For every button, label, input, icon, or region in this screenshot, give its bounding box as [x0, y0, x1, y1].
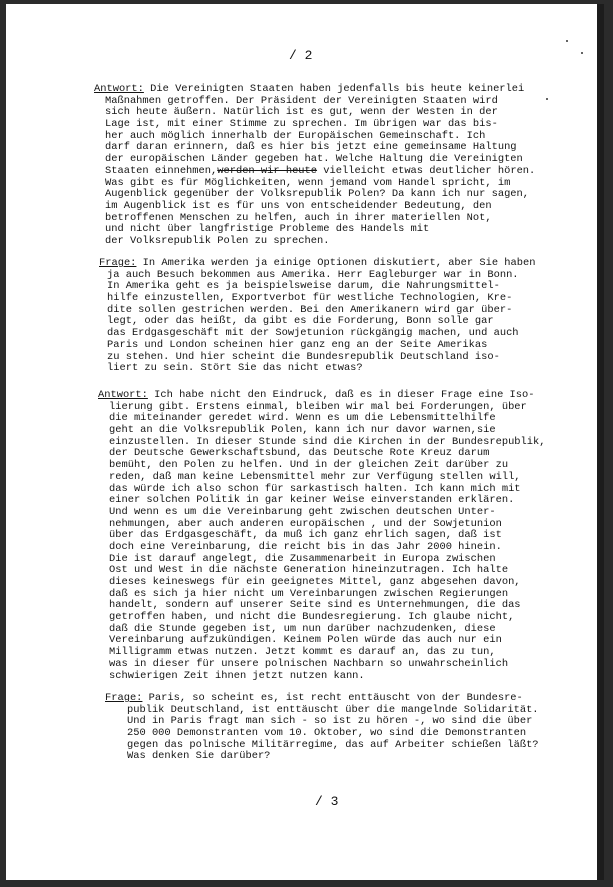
text-line: In Amerika geht es ja beispielsweise darum, die Nahrungsmittel- — [107, 280, 500, 293]
question-block-2 — [105, 693, 539, 763]
text-line: Maßnahmen getroffen. Der Präsident der Vereinigten Staaten wird — [105, 94, 498, 107]
scan-speck — [566, 40, 568, 42]
text-line: her auch möglich innerhalb der Europäischen Gemeinschaft. Ich — [105, 129, 486, 142]
text-line: legt, oder das heißt, da gibt es die Forderung, Bonn solle gar — [107, 315, 494, 328]
text-line: der europäischen Länder gegeben hat. Welche Haltung die Vereinigten — [105, 153, 523, 166]
speaker-label-frage: Frage: — [105, 692, 143, 704]
text-line: Ost und West in die nächste Generation hineinzutragen. Ich halte — [109, 564, 509, 577]
text-line-with-correction: Staaten einnehmen,werden wir heute vielleicht etwas deutlicher hören. — [105, 164, 536, 177]
text-line: reden, daß man keine Lebensmittel mehr zur Verfügung stellen will, — [109, 470, 521, 483]
text-line: 250 000 Demonstranten vom 10. Oktober, wo sind die Demonstranten — [127, 727, 527, 740]
text-line: betroffenen Menschen zu helfen, auch in ihrer materiellen Not, — [105, 211, 492, 224]
answer-block-2 — [98, 390, 545, 682]
speaker-label-antwort: Antwort: — [94, 83, 144, 95]
text-line: ja auch Besuch bekommen aus Amerika. Herr Eagleburger war in Bonn. — [107, 268, 519, 281]
answer-block-1 — [94, 84, 535, 248]
document-page — [6, 4, 604, 880]
text-line: getroffen haben, und nicht die Bundesregierung. Ich glaube nicht, — [109, 611, 515, 624]
text-line: sich heute äußern. Natürlich ist es gut, wenn der Westen in der — [105, 106, 498, 119]
text-line: dieses keineswegs für ein geeignetes Mittel, ganz abgesehen davon, — [109, 576, 521, 588]
page-number-bottom: / 3 — [315, 794, 339, 809]
text-line: was in dieser für unsere polnischen Nachbarn so unwahrscheinlich — [109, 657, 509, 670]
text-line: der Volksrepublik Polen zu sprechen. — [105, 234, 330, 247]
text-line: Und in Paris fragt man sich - so ist zu hören -, wo sind die über — [127, 715, 533, 728]
text-line: Antwort: Die Vereinigten Staaten haben jedenfalls bis heute keinerlei — [94, 83, 525, 95]
text-line: bemüht, den Polen zu helfen. Und in der gleichen Zeit darüber zu — [109, 459, 509, 472]
text-line: die miteinander geredet wird. Wenn es um die Lebensmittelhilfe — [109, 412, 496, 425]
text-line: doch eine Vereinbarung, die reicht bis in das Jahr 2000 hinein. — [109, 540, 502, 553]
struck-through-text: werden wir heute — [217, 164, 318, 177]
page-number-top: / 2 — [289, 48, 313, 63]
text-line: und nicht über langfristige Probleme des Handels mit — [105, 223, 430, 236]
text-line: Frage: Paris, so scheint es, ist recht enttäuscht von der Bundesre- — [105, 692, 523, 704]
text-line: Frage: In Amerika werden ja einige Optionen diskutiert, aber Sie haben — [99, 257, 536, 269]
text-line: das Erdgasgeschäft mit der Sowjetunion rückgängig machen, und auch — [107, 327, 519, 340]
text-line: Die ist darauf angelegt, die Zusammenarbeit in Europa zwischen — [109, 552, 496, 565]
text-line: im Augenblick ist es für uns von entscheidender Bedeutung, den — [105, 199, 492, 212]
speaker-label-antwort: Antwort: — [98, 389, 148, 401]
text-line: einer solchen Politik in gar keiner Weise einverstanden erklären. — [109, 494, 515, 507]
question-block-1 — [99, 258, 536, 375]
text-line: Vereinbarung aufzukündigen. Keinem Polen würde das auch nur ein — [109, 634, 502, 647]
speaker-label-frage: Frage: — [99, 257, 137, 269]
scan-speck — [581, 52, 583, 54]
text-line: daß es sich ja hier nicht um Vereinbarungen zwischen Regierungen — [109, 587, 509, 600]
text-line: Augenblick gegenüber der Volksrepublik Polen? Da kann ich nur sagen, — [105, 188, 530, 201]
text-line: daß die Stunde gegeben ist, um nun darüber nachzudenken, diese — [109, 622, 496, 635]
text-line: Lage ist, mit einer Stimme zu sprechen. Im übrigen war das bis- — [105, 118, 498, 131]
text-line: nehmungen, aber auch anderen europäischen , und der Sowjetunion — [109, 517, 502, 530]
text-line: Paris und London scheinen hier ganz eng an der Seite Amerikas — [107, 338, 488, 351]
text-line: handelt, sondern auf unserer Seite sind es Unternehmungen, die das — [109, 599, 521, 612]
text-line: zu stehen. Und hier scheint die Bundesrepublik Deutschland iso- — [107, 350, 500, 363]
text-line: darf daran erinnern, daß es hier bis jetzt eine gemeinsame Haltung — [105, 141, 517, 154]
text-line: Was denken Sie darüber? — [127, 750, 271, 763]
text-line: liert zu sein. Stört Sie das nicht etwas? — [107, 362, 363, 375]
text-line: gegen das polnische Militärregime, das auf Arbeiter schießen läßt? — [127, 738, 539, 751]
scan-speck — [546, 98, 548, 100]
text-line: dite sollen gestrichen werden. Bei den Amerikanern wird gar über- — [107, 303, 513, 316]
text-line: schwierigen Zeit ihnen jetzt nutzen kann. — [109, 669, 365, 682]
text-line: lierung gibt. Erstens einmal, bleiben wir mal bei Forderungen, über — [109, 400, 527, 413]
text-line: geht an die Volksrepublik Polen, kann ich nur davor warnen,sie — [109, 424, 496, 437]
text-line: publik Deutschland, ist enttäuscht über die mangelnde Solidarität. — [127, 703, 539, 716]
text-line: hilfe einzustellen, Exportverbot für westliche Technologien, Kre- — [107, 292, 513, 305]
text-line: Antwort: Ich habe nicht den Eindruck, daß es in dieser Frage eine Iso- — [98, 389, 535, 401]
text-line: das würde ich also schon für sarkastisch halten. Ich kann mich mit — [109, 482, 521, 495]
scan-edge-shadow — [597, 4, 604, 880]
text-line: über das Erdgasgeschäft, da muß ich ganz ehrlich sagen, daß ist — [109, 529, 502, 542]
text-line: Und wenn es um die Vereinbarung geht zwischen deutschen Unter- — [109, 505, 496, 518]
text-line: der Deutsche Gewerkschaftsbund, das Deutsche Rote Kreuz darum — [109, 447, 490, 460]
text-line: einzustellen. In dieser Stunde sind die Kirchen in der Bundesrepublik, — [109, 435, 546, 448]
text-line: Was gibt es für Möglichkeiten, wenn jemand vom Handel spricht, im — [105, 176, 511, 189]
text-line: Milligramm etwas nutzen. Jetzt kommt es darauf an, das zu tun, — [109, 646, 496, 659]
